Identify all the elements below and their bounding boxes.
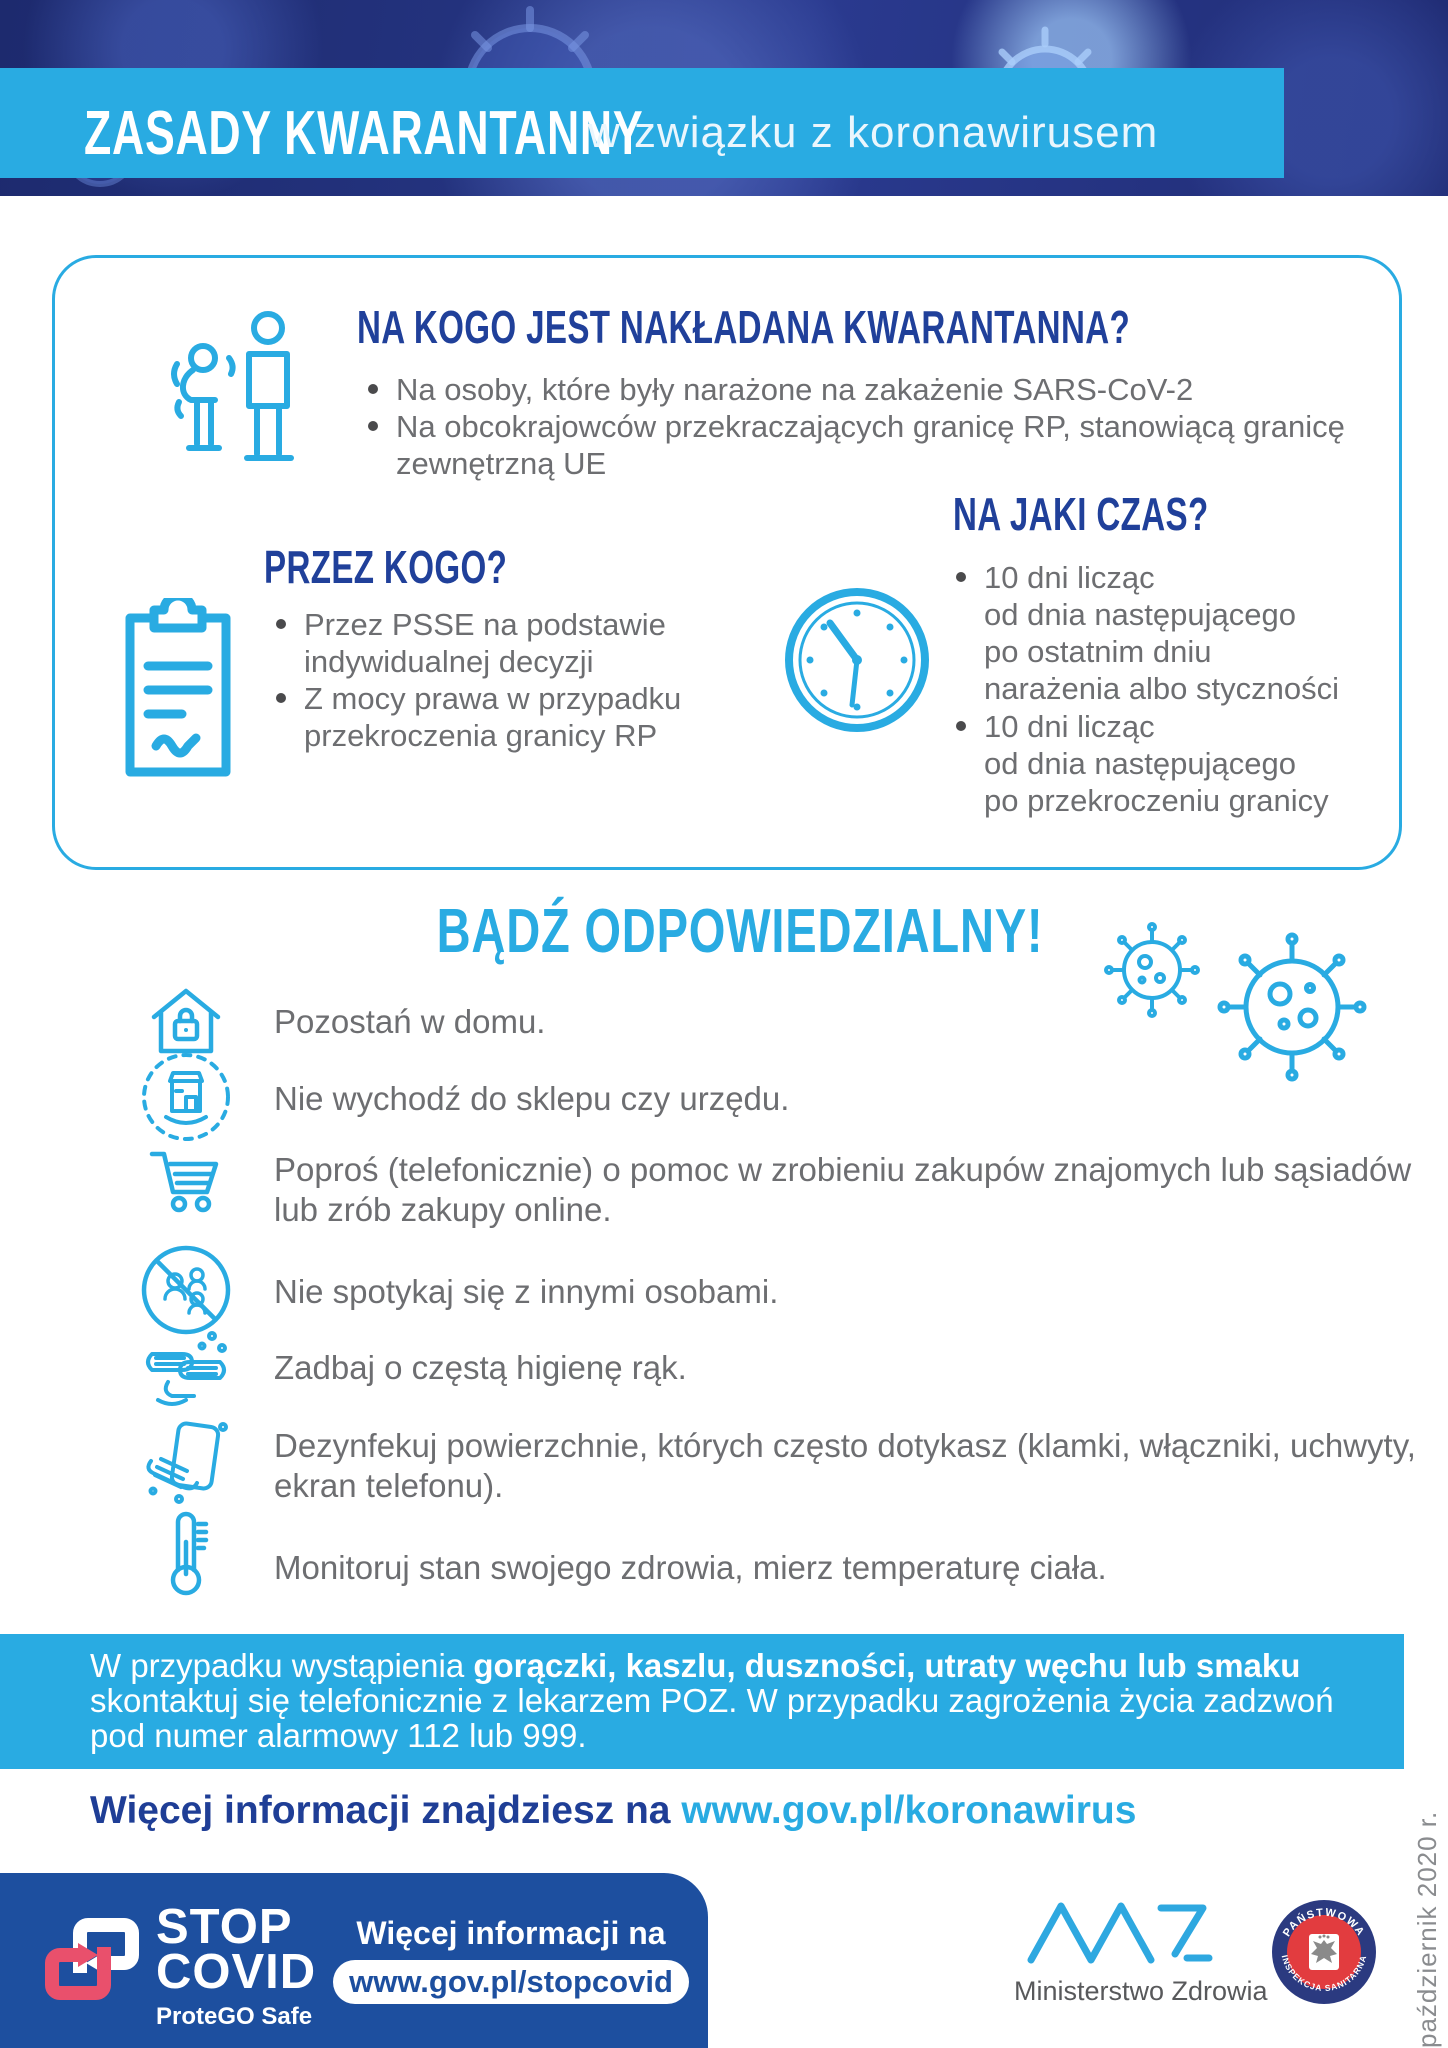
ministry-logo-icon bbox=[1025, 1896, 1225, 1966]
bullet-dot bbox=[956, 721, 966, 731]
bullet-dot bbox=[368, 384, 378, 394]
bullet-text: po przekroczeniu granicy bbox=[984, 783, 1329, 818]
alert-text-bold: gorączki, kaszlu, duszności, utraty węchu lub smaku bbox=[473, 1647, 1301, 1684]
advice-text: ekran telefonu). bbox=[274, 1467, 504, 1504]
bullet-dot bbox=[276, 693, 286, 703]
advice-text: Monitoruj stan swojego zdrowia, mierz temperaturę ciała. bbox=[274, 1549, 1107, 1586]
stopcovid-url-pill[interactable]: www.gov.pl/stopcovid bbox=[333, 1960, 689, 2004]
title-banner bbox=[0, 68, 1284, 178]
section-title-na-jaki-czas: NA JAKI CZAS? bbox=[953, 488, 1209, 540]
header-photo bbox=[0, 0, 1448, 196]
alert-text-post: skontaktuj się telefonicznie z lekarzem POZ. W przypadku zagrożenia życia zadzwoń pod numer alarmowy 112 lub 999. bbox=[90, 1682, 1334, 1754]
covid-label: COVID bbox=[156, 1945, 317, 1999]
symptoms-alert-banner bbox=[0, 1634, 1404, 1769]
hand-hygiene-icon bbox=[138, 1320, 234, 1412]
no-shop-icon bbox=[140, 1051, 232, 1143]
section-title-na-kogo: NA KOGO JEST NAKŁADANA KWARANTANNA? bbox=[357, 301, 1131, 353]
alert-text bbox=[90, 1648, 1364, 1753]
poster-title: ZASADY KWARANTANNY bbox=[84, 99, 644, 168]
publication-date: październik 2020 r. bbox=[1412, 1810, 1442, 2048]
more-info-prefix: Więcej informacji znajdziesz na bbox=[90, 1789, 682, 1832]
ministry-logo bbox=[1014, 1896, 1268, 2007]
bullet-text: przekroczenia granicy RP bbox=[304, 718, 658, 753]
bullet-item bbox=[956, 559, 1339, 707]
virus-icon bbox=[1212, 930, 1372, 1085]
bullet-text: od dnia następującego bbox=[984, 746, 1296, 781]
alert-text-pre: W przypadku wystąpienia bbox=[90, 1647, 474, 1684]
bullet-text: 10 dni licząc bbox=[984, 709, 1155, 744]
advice-text: Zadbaj o częstą higienę rąk. bbox=[274, 1349, 687, 1386]
section-title-przez-kogo: PRZEZ KOGO? bbox=[264, 541, 508, 593]
bullet-item bbox=[276, 606, 666, 680]
stop-covid-logo-text bbox=[156, 1900, 317, 2031]
bullet-text: Przez PSSE na podstawie bbox=[304, 607, 666, 642]
stop-covid-logo-icon bbox=[40, 1903, 144, 2015]
bullet-text: od dnia następującego bbox=[984, 597, 1296, 632]
advice-text: Nie spotykaj się z innymi osobami. bbox=[274, 1273, 779, 1310]
bullet-text: Na obcokrajowców przekraczających granicę RP, stanowiącą granicę bbox=[396, 409, 1345, 444]
footer-more-info bbox=[333, 1915, 689, 2004]
thermometer-icon bbox=[154, 1508, 218, 1596]
badge-bottom-text: INSPEKCJA SANITARNA bbox=[1279, 1953, 1369, 1994]
bullet-dot bbox=[956, 572, 966, 582]
sanitary-inspection-badge bbox=[1270, 1898, 1378, 2006]
bullet-text: indywidualnej decyzji bbox=[304, 644, 594, 679]
bullet-text: Z mocy prawa w przypadku bbox=[304, 681, 682, 716]
bullet-item bbox=[276, 680, 681, 754]
footer-more-label: Więcej informacji na bbox=[356, 1915, 666, 1951]
bullet-text: Na osoby, które były narażone na zakażenie SARS-CoV-2 bbox=[396, 372, 1194, 407]
protego-safe-label: ProteGO Safe bbox=[156, 2003, 313, 2030]
bullet-text: narażenia albo styczności bbox=[984, 671, 1339, 706]
ministry-name: Ministerstwo Zdrowia bbox=[1014, 1976, 1268, 2006]
koronawirus-link[interactable]: www.gov.pl/koronawirus bbox=[681, 1789, 1137, 1832]
shopping-cart-icon bbox=[148, 1144, 224, 1216]
house-lock-icon bbox=[148, 983, 224, 1057]
clock-icon bbox=[782, 585, 932, 735]
disinfect-icon bbox=[139, 1415, 233, 1509]
advice-text: Dezynfekuj powierzchnie, których często dotykasz (klamki, włączniki, uchwyty, bbox=[274, 1427, 1416, 1464]
virus-icon bbox=[1100, 920, 1205, 1020]
bullet-text: po ostatnim dniu bbox=[984, 634, 1212, 669]
more-info-line bbox=[90, 1789, 1136, 1833]
stop-label: STOP bbox=[156, 1900, 293, 1954]
bullet-item bbox=[368, 371, 1193, 408]
badge-top-text: PAŃSTWOWA bbox=[1280, 1906, 1368, 1939]
responsibility-title: BĄDŹ ODPOWIEDZIALNY! bbox=[436, 897, 1044, 966]
bullet-item bbox=[368, 408, 1345, 482]
advice-text: lub zrób zakupy online. bbox=[274, 1191, 612, 1228]
advice-text: Pozostań w domu. bbox=[274, 1003, 546, 1040]
bullet-item bbox=[956, 708, 1329, 819]
people-icon bbox=[163, 306, 313, 468]
bullet-text: 10 dni licząc bbox=[984, 560, 1155, 595]
advice-text: Nie wychodź do sklepu czy urzędu. bbox=[274, 1080, 790, 1117]
bullet-dot bbox=[276, 619, 286, 629]
bullet-text: zewnętrzną UE bbox=[396, 446, 607, 481]
poster-subtitle: w związku z koronawirusem bbox=[588, 108, 1159, 157]
advice-text: Poproś (telefonicznie) o pomoc w zrobieniu zakupów znajomych lub sąsiadów bbox=[274, 1151, 1412, 1188]
clipboard-icon bbox=[120, 598, 236, 780]
bullet-dot bbox=[368, 421, 378, 431]
